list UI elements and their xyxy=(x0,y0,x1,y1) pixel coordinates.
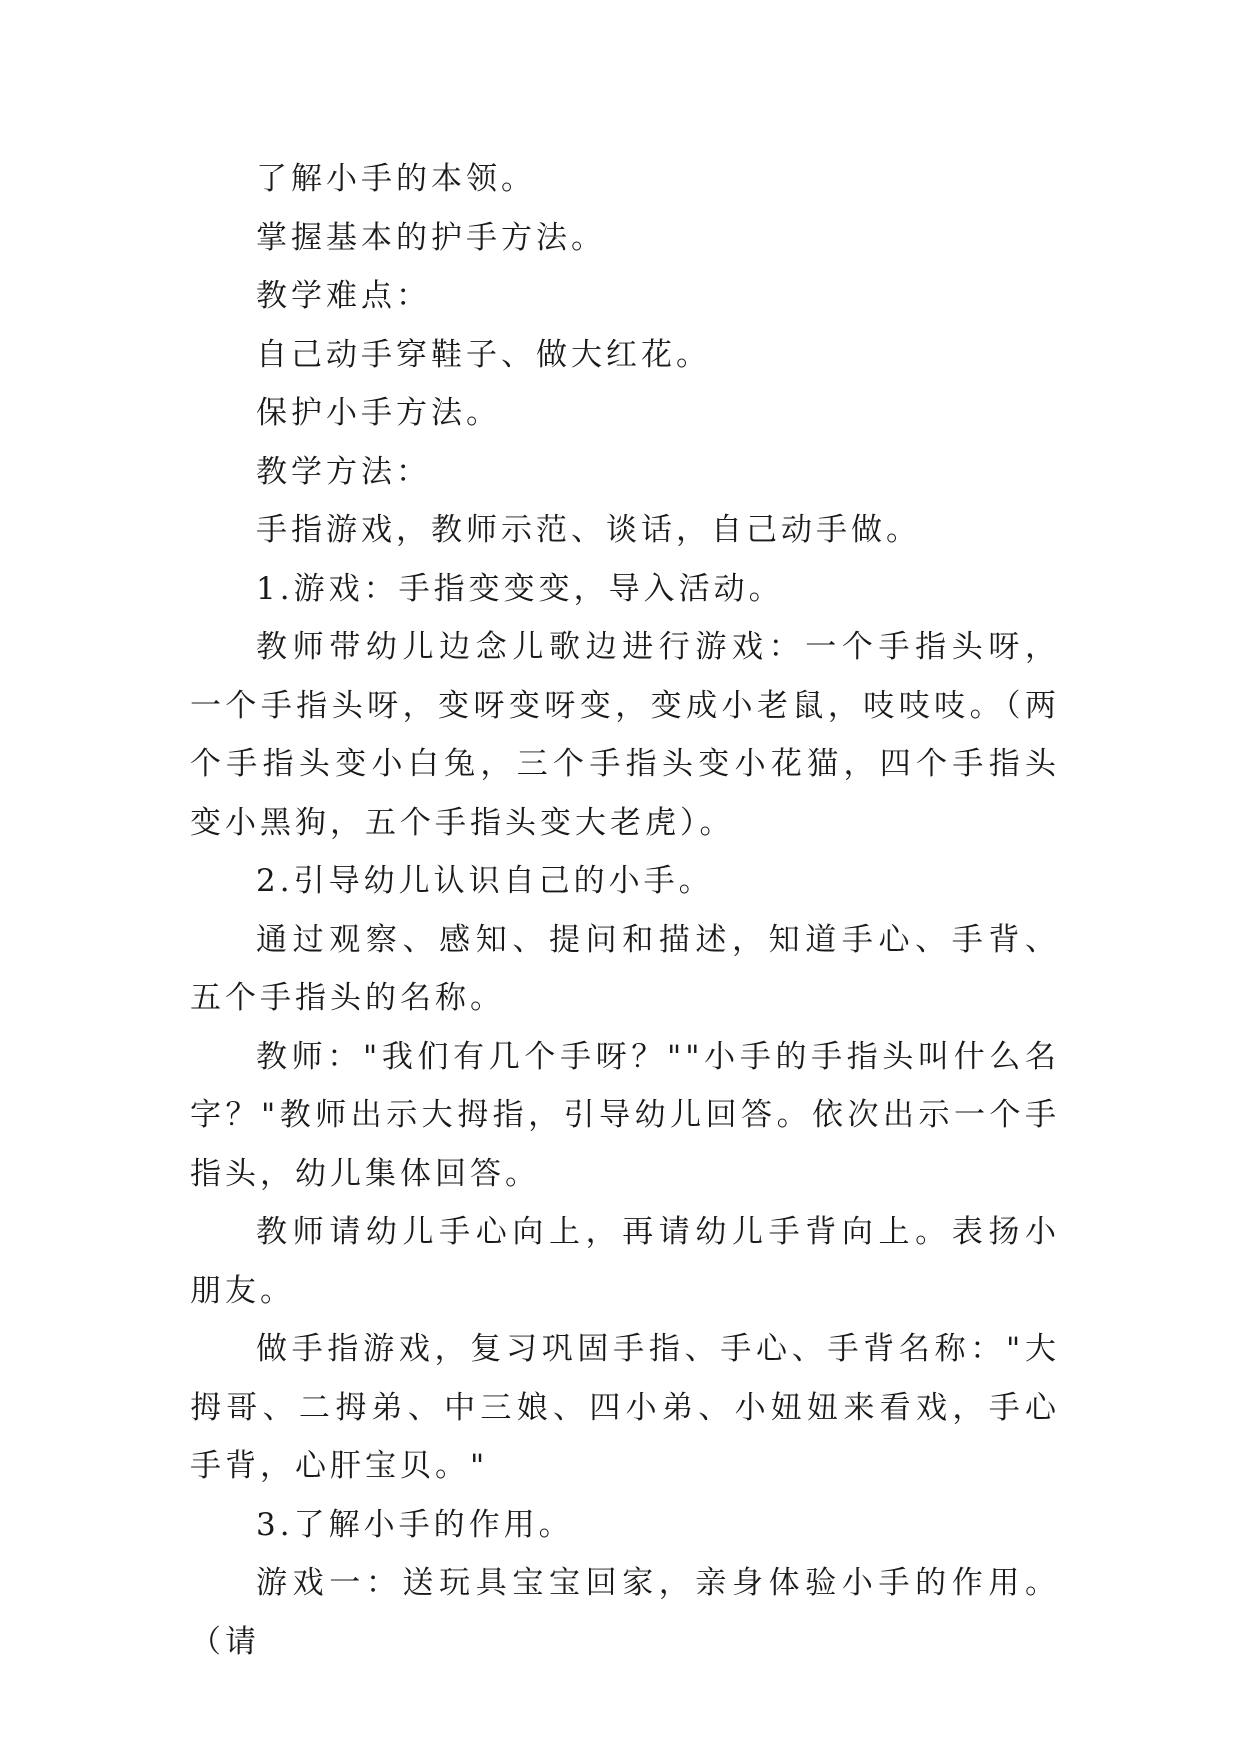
paragraph: 教师请幼儿手心向上，再请幼儿手背向上。表扬小朋友。 xyxy=(190,1214,1060,1309)
paragraph: 教学难点： xyxy=(256,278,431,314)
paragraph: 手指游戏，教师示范、谈话，自己动手做。 xyxy=(256,512,921,548)
paragraph: 了解小手的本领。 xyxy=(256,161,536,197)
paragraph: 通过观察、感知、提问和描述，知道手心、手背、五个手指头的名称。 xyxy=(190,921,1060,1016)
paragraph: 教师："我们有几个手呀？""小手的手指头叫什么名字？"教师出示大拇指，引导幼儿回答。依次出示一个手指头，幼儿集体回答。 xyxy=(190,1038,1060,1192)
document-body xyxy=(190,150,1060,1671)
paragraph: 教学方法： xyxy=(256,453,431,490)
paragraph: 2.引导幼儿认识自己的小手。 xyxy=(256,863,714,899)
paragraph: 掌握基本的护手方法。 xyxy=(256,219,606,256)
paragraph: 做手指游戏，复习巩固手指、手心、手背名称："大拇哥、二拇弟、中三娘、四小弟、小妞妞来看戏，手心手背，心肝宝贝。" xyxy=(190,1331,1060,1484)
paragraph: 自己动手穿鞋子、做大红花。 xyxy=(256,336,711,373)
paragraph: 1.游戏：手指变变变，导入活动。 xyxy=(256,570,784,607)
paragraph: 教师带幼儿边念儿歌边进行游戏：一个手指头呀，一个手指头呀，变呀变呀变，变成小老鼠，吱吱吱。（两个手指头变小白兔，三个手指头变小花猫，四个手指头变小黑狗，五个手指头变大老虎）。 xyxy=(190,629,1060,841)
paragraph: 3.了解小手的作用。 xyxy=(256,1506,574,1543)
paragraph: 游戏一：送玩具宝宝回家，亲身体验小手的作用。（请 xyxy=(190,1565,1060,1660)
paragraph: 保护小手方法。 xyxy=(256,395,501,431)
